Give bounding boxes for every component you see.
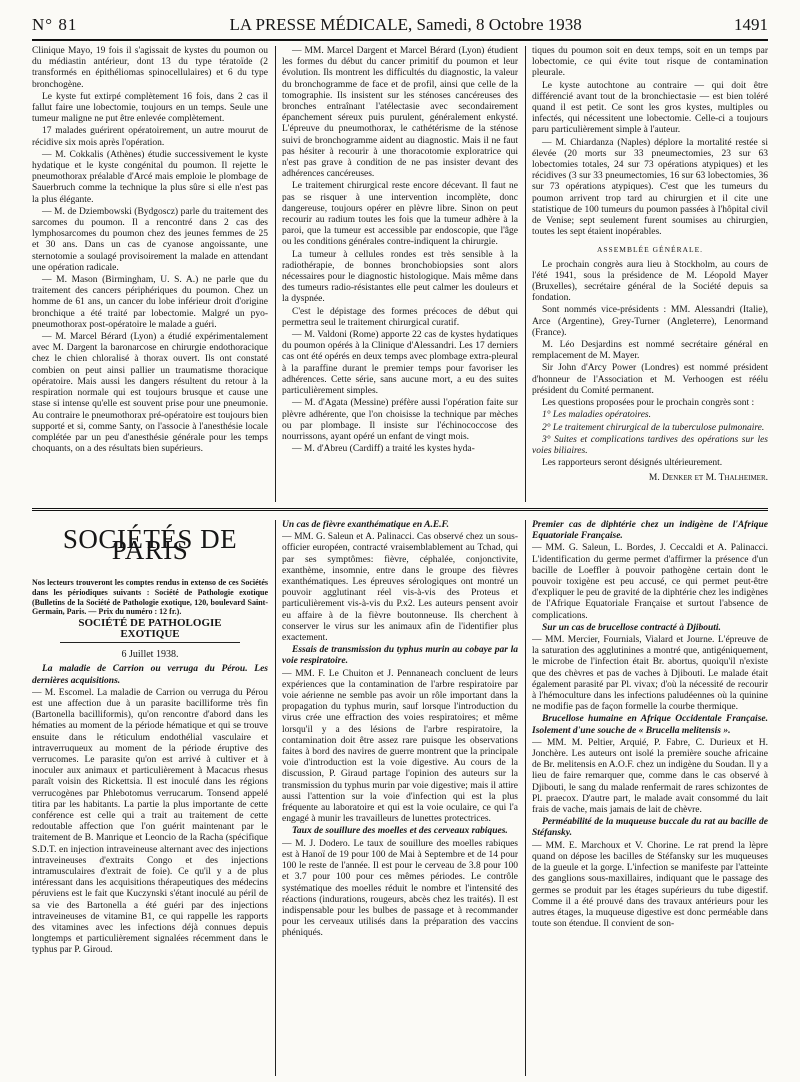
section-intro: Nos lecteurs trouveront les comptes rendus in extenso de ces Sociétés dans les périodiques suivants : Société de Pathologie exotique (Bulletins de la Société de Pathologie exotique, 120, boulevard Saint-Germain, Paris. — Prix du numéro : 12 fr.).: [32, 578, 268, 617]
paragraph: — M. Cokkalis (Athènes) étudie successivement le kyste hydatique et le kyste congénital du poumon. Il rejette le pneumothorax préalable d'Arcé mais emploie le plombage de Sauerbruch comme la technique la plus sûre si elle n'est pas la plus élégante.: [32, 149, 268, 205]
paragraph: Le prochain congrès aura lieu à Stockholm, au cours de l'été 1941, sous la présidence de M. Léopold Mayer (Bruxelles), secrétaire général de la Société depuis sa fondation.: [532, 259, 768, 304]
paragraph: 17 malades guérirent opératoirement, un autre mourut de récidive six mois après l'opération.: [32, 126, 268, 148]
paragraph: Les questions proposées pour le prochain congrès sont :: [542, 398, 755, 409]
column-divider: [525, 520, 526, 1076]
paragraph: Le traitement chirurgical reste encore décevant. Il faut ne pas se risquer à une intervention incomplète, donc dangereuse, toujours opérer en plèvre libre. Sinon on peut recourir au radium toutes les fois que la tumeur adhère à la paroi, que la tumeur est accessible par endoscopie, que l'âge ou les conditions générales contre-indiquent la chirurgie.: [282, 181, 518, 248]
section-divider: [32, 508, 768, 511]
paragraph: — MM. G. Saleun, L. Bordes, J. Ceccaldi et A. Palinacci. L'identification du germe permet d'affirmer la présence d'un bacille de Loeffler à pouvoir pathogène certain dont le pouvoir toxigène est peu accusé, ce qui permet peut-être d'expliquer le peu de gravité de la diphtérie chez les indigènes de l'Afrique Equatoriale Française et surtout l'absence de complications.: [532, 543, 768, 621]
question-item: 1° Les maladies opératoires.: [542, 410, 651, 421]
article-title: Un cas de fièvre exanthématique en A.E.F.: [282, 520, 450, 530]
paragraph: — MM. M. Peltier, Arquié, P. Fabre, C. Durieux et H. Jonchère. Les auteurs ont isolé la première souche africaine de Br. melitensis en A.O.F. chez un indigène du Soudan. Il y a lieu de faire remarquer que, comme dans le cas observé à Djibouti, le sang du malade renfermait de rares schizontes de Pl. praecox. D'autre part, le malade avait consommé du lait frais de vache, mais jamais de lait de chèvre.: [532, 737, 768, 816]
article-title: Sur un cas de brucellose contracté à Djibouti.: [542, 622, 721, 633]
session-date: 6 Juillet 1938.: [121, 649, 179, 661]
column-divider: [275, 46, 276, 502]
article-title: Perméabilité de la muqueuse buccale du rat au bacille de Stéfansky.: [532, 817, 768, 839]
article-title: Taux de souillure des moelles et des cerveaux rabiques.: [292, 826, 508, 837]
top-column-2: [282, 46, 518, 502]
question-item: 3° Suites et complications tardives des opérations sur les voies biliaires.: [532, 434, 768, 456]
signature: M. Denker et M. Thalheimer.: [648, 473, 768, 484]
paragraph: Sont nommés vice-présidents : MM. Alessandri (Italie), Arce (Argentine), Grey-Turner (Angleterre), Lenormand (France).: [532, 305, 768, 338]
paragraph: — MM. F. Le Chuiton et J. Pennaneach concluent de leurs expériences que la contamination de l'arbre respiratoire par voie aérienne ne semble pas avoir un rôle important dans la propagation du typhus murin, sauf lorsque l'introduction du virus crée une effraction des voies respiratoires; et même lorsqu'il y a des lésions de l'arbre respiratoire, la contamination doit être assez rare puisque les observations faites à bord des navires de guerre montrent que la principale voie d'introduction est la voie digestive. Au cours de la discussion, P. Giraud partage l'opinion des auteurs sur la transmission du typhus murin par voie digestive; mais il attire aussi l'attention sur la voie d'infection qui est la plus fréquente au laboratoire et qui est la voie oculaire, ce qui l'a engagé à munir les travailleurs de lunettes protectrices.: [282, 668, 518, 825]
journal-title: LA PRESSE MÉDICALE, Samedi, 8 Octobre 1938: [229, 15, 582, 34]
top-column-1: [32, 46, 268, 502]
paragraph: Le kyste autochtone au contraire — qui doit être différencié avant tout de la bronchiectasie — est bien toléré quand il est petit. Ce sont les gros kystes, multiples ou infectés, qui nécessitent une lobectomie. Celle-ci a toujours paru particulièrement simple à l'auteur.: [532, 80, 768, 136]
section-title: SOCIÉTÉS DE PARIS: [62, 524, 238, 566]
paragraph: Le kyste fut extirpé complètement 16 fois, dans 2 cas il fallut faire une lobectomie, toujours en un temps. Seule une tumeur maligne ne put être enlevée complètement.: [32, 91, 268, 125]
article-title: Essais de transmission du typhus murin au cobaye par la voie respiratoire.: [282, 645, 518, 667]
bottom-column-2: [282, 520, 518, 1076]
paragraph: — MM. Marcel Dargent et Marcel Bérard (Lyon) étudient les formes du début du cancer primitif du poumon et leur évolution. Ils montrent les difficultés du diagnostic, la valeur du bronchogramme de face et de profil, ainsi que celle de la tomographie. Ils insistent sur les sténoses cancéreuses des bronches entraînant l'atélectasie avec secondairement épanchement séreux puis purulent, généralement enkysté. L'épreuve du pneumothorax, le cathétérisme de la sténose suivi de bronchogramme aident au diagnostic. Mais il ne faut pas hésiter à recourir à une thoracotomie exploratrice qui n'est pas grave à condition de ne pas insister devant des adhérences cancéreuses.: [282, 46, 518, 180]
paragraph: — M. Chiardanza (Naples) déplore la mortalité restée si élevée (20 morts sur 33 pneumectomies, 23 sur 63 lobectomies totales, 24 sur 73 opérations atypiques) et les récidives (3 sur 33 pneumectomies, 16 sur 63 lobectomies, 36 sur 73 opérations atypiques). C'est que les tumeurs du poumon arrivent trop tard au chirurgien et il cite une statistique de 100 tumeurs du poumon passées à l'hôpital civil de Venise; sept seulement furent soumises au chirurgien, toutes les sept étaient inopérables.: [532, 137, 768, 238]
article-title: Premier cas de diphtérie chez un indigène de l'Afrique Equatoriale Française.: [532, 520, 768, 542]
paragraph: tiques du poumon soit en deux temps, soit en un temps par lobectomie, ce qui évite tout risque de contamination pleurale.: [532, 46, 768, 79]
paragraph: — M. Escomel. La maladie de Carrion ou verruga du Pérou est une affection due à un parasite bacilliforme très fin (Bartonella bacilliformis), qu'on rencontre d'abord dans les hématies au moment de la période hématique et qui se trouve ensuite dans le réticulum endothélial vasculaire et intraverruqueux au moment de la période éruptive des verrucomes. Le parasite qu'on est arrivé à cultiver et à inoculer aux animaux et particulièrement à Macacus rhesus paraît voisin des Rickettsia. Il est inoculé dans les régions verrucogènes par Phlebotomus verrucarum. Tonsend appelé titira par les habitants. La partie la plus importante de cette conférence est celle qui a trait au traitement de cette redoutable affection que l'on guérit maintenant par le traitement de B. Manrique et Leoncio de la Racha (spécifique S.D.T. en injection intraveineuse alternant avec des injections intraveineuses d'extraits Congo et des injections intramusculaires d'extrait de foie). Ce qu'il y a de plus intéressant dans les acquisitions thérapeutiques des médecins péruviens est le fait que Kuczynski s'étant inoculé au péril de sa vie des Bartonella a été guéri par des injections intraveineuses de vitamine B1, ce qui rappelle les rapports des vitamines avec les infections déjà connues depuis longtemps et particulièrement signalées récemment dans le typhus par P. Giroud.: [32, 687, 268, 956]
society-title: SOCIÉTÉ DE PATHOLOGIE EXOTIQUE: [60, 618, 240, 643]
paragraph: — M. d'Agata (Messine) préfère aussi l'opération faite sur plèvre adhérente, que l'on choisisse la technique par mèches ou par plombage. Il insiste sur l'échinococcose des nourrissons, ayant opéré un enfant de vingt mois.: [282, 398, 518, 442]
paragraph: — M. Mason (Birmingham, U. S. A.) ne parle que du traitement des cancers périphériques du poumon. Chez un homme de 61 ans, un cancer du lobe inférieur droit d'origine bronchique a été traité par lobectomie. Malgré un pyo-pneumothorax post-opératoire le malade a guéri.: [32, 275, 268, 330]
issue-number: N° 81: [32, 15, 78, 34]
paragraph: C'est le dépistage des formes précoces de début qui permettra seul le traitement chirurgical curatif.: [282, 306, 518, 328]
article-title: La maladie de Carrion ou verruga du Pérou. Les dernières acquisitions.: [32, 664, 268, 686]
paragraph: — M. de Dziembowski (Bydgoscz) parle du traitement des sarcomes du poumon. Il a rencontré dans 2 cas des lymphosarcomes du poumon chez des jeunes femmes de 25 et 30 ans. Dans un cas de cyanose angoissante, une sternotomie a soulagé provisoirement la malade en attendant une opération radicale.: [32, 206, 268, 273]
question-item: 2° Le traitement chirurgical de la tuberculose pulmonaire.: [542, 422, 765, 433]
paragraph: M. Léo Desjardins est nommé secrétaire général en remplacement de M. Mayer.: [532, 340, 768, 362]
column-divider: [525, 46, 526, 502]
page-header: [32, 14, 768, 36]
paragraph: — MM. E. Marchoux et V. Chorine. Le rat prend la lèpre quand on dépose les bacilles de Stéfansky sur les muqueuses de la gueule et la gorge. L'infection se manifeste par l'atteinte des ganglions sous-maxillaires, indiquant que le passage des germes se produit par les étages supérieurs du tube digestif. Comme il a été prouvé dans des travaux antérieurs pour les autres étages, la muqueuse digestive est donc perméable dans toute son étendue. Il convient de son-: [532, 840, 768, 930]
paragraph: — M. d'Abreu (Cardiff) a traité les kystes hyda-: [292, 444, 475, 455]
bottom-column-3: [532, 520, 768, 1076]
article-title: Brucellose humaine en Afrique Occidentale Française. Isolement d'une souche de « Brucella melitensis ».: [532, 714, 768, 736]
paragraph: — M. Marcel Bérard (Lyon) a étudié expérimentalement avec M. Dargent la baronarcose en chirurgie endothoracique chez le chien chloralisé à thorax ouvert. Ils ont constaté combien on peut ainsi pallier un traumatisme thoracique opératoire. Mais aussi les dangers résultent du retour à la respiration normale qui est toujours brusque et cause une stase si intense qu'elle est souvent prise pour une pneumonie. Au contraire le pneumothorax pré-opératoire est toujours bien supporté et si, comme Santy, on l'associe à l'anesthésie locale complétée par un peu d'anesthésie générale pour les temps choquants, on a des résultats bien supérieurs.: [32, 332, 268, 455]
bottom-column-1: [32, 520, 268, 1076]
paragraph: — M. Valdoni (Rome) apporte 22 cas de kystes hydatiques du poumon opérés à la Clinique d'Alessandri. Les 17 derniers cas ont été opérés en deux temps avec plombage extra-pleural à la paraffine durant le premier temps pour favoriser les adhérences. Cette série, sans aucune mort, a eu des suites particulièrement simples.: [282, 330, 518, 397]
page-number: 1491: [734, 15, 768, 34]
paragraph: Clinique Mayo, 19 fois il s'agissait de kystes du poumon ou du médiastin antérieur, dont 13 du type tératoïde (2 transformés en épithéliomas spinocellulaires) et 6 du type bronchogène.: [32, 46, 268, 90]
header-rule: [32, 39, 768, 41]
column-divider: [275, 520, 276, 1076]
assembly-heading: ASSEMBLÉE GÉNÉRALE.: [596, 245, 704, 255]
paragraph: — M. J. Dodero. Le taux de souillure des moelles rabiques est à Hanoï de 19 pour 100 de Mai à Septembre et de 14 pour 100 le reste de l'année. Il est pour le cerveau de 3.8 pour 100 et 3.7 pour 100 pour ces mêmes périodes. Le contrôle systématique des moelles réduit le nombre et l'intensité des réactions (indurations, rougeurs, abcès chez les traités). Il est indispensable pour les bulbes de passage et à recommander pour les cerveaux utilisés dans la préparation des vaccins phéniqués.: [282, 838, 518, 939]
paragraph: Les rapporteurs seront désignés ultérieurement.: [542, 458, 723, 469]
paragraph: — MM. G. Saleun et A. Palinacci. Cas observé chez un sous-officier européen, contracté vraisemblablement au Tchad, qui par ses symptômes: fièvre, céphalée, conjonctivite, exanthème, insomnie, entre dans le groupe des fièvres exanthématiques. Les épreuves sérologiques ont montré un pouvoir agglutinant réel vis-à-vis des Proteus et particulièrement vis-à-vis du P.x2. Les auteurs pensent avoir eu affaire à de la fièvre boutonneuse. Ils cherchent à conserver le virus sur les animaux afin de l'identifier plus exactement.: [282, 532, 518, 644]
paragraph: Sir John d'Arcy Power (Londres) est nommé président d'honneur de l'Association et M. Verhoogen est réélu président du Comité permanent.: [532, 363, 768, 396]
paragraph: La tumeur à cellules rondes est très sensible à la radiothérapie, de bonnes bronchobiopsies sont alors nécessaires pour le diagnostic histologique. Mais même dans des tumeurs radio-résistantes elle peut calmer les douleurs et la dyspnée.: [282, 249, 518, 305]
top-column-3: [532, 46, 768, 502]
paragraph: — MM. Mercier, Fournials, Vialard et Journe. L'épreuve de la saturation des agglutinines a montré que, antigéniquement, le microbe de l'infection était Br. abortus, quoiqu'il n'existe que des chèvres et pas de vaches à Djibouti. Le malade était également parasité par Pl. vivax; d'où la nécessité de recourir à l'hémoculture dans les infections paludéennes où la quinine ne modifie pas de façon formelle la courbe thermique.: [532, 635, 768, 713]
